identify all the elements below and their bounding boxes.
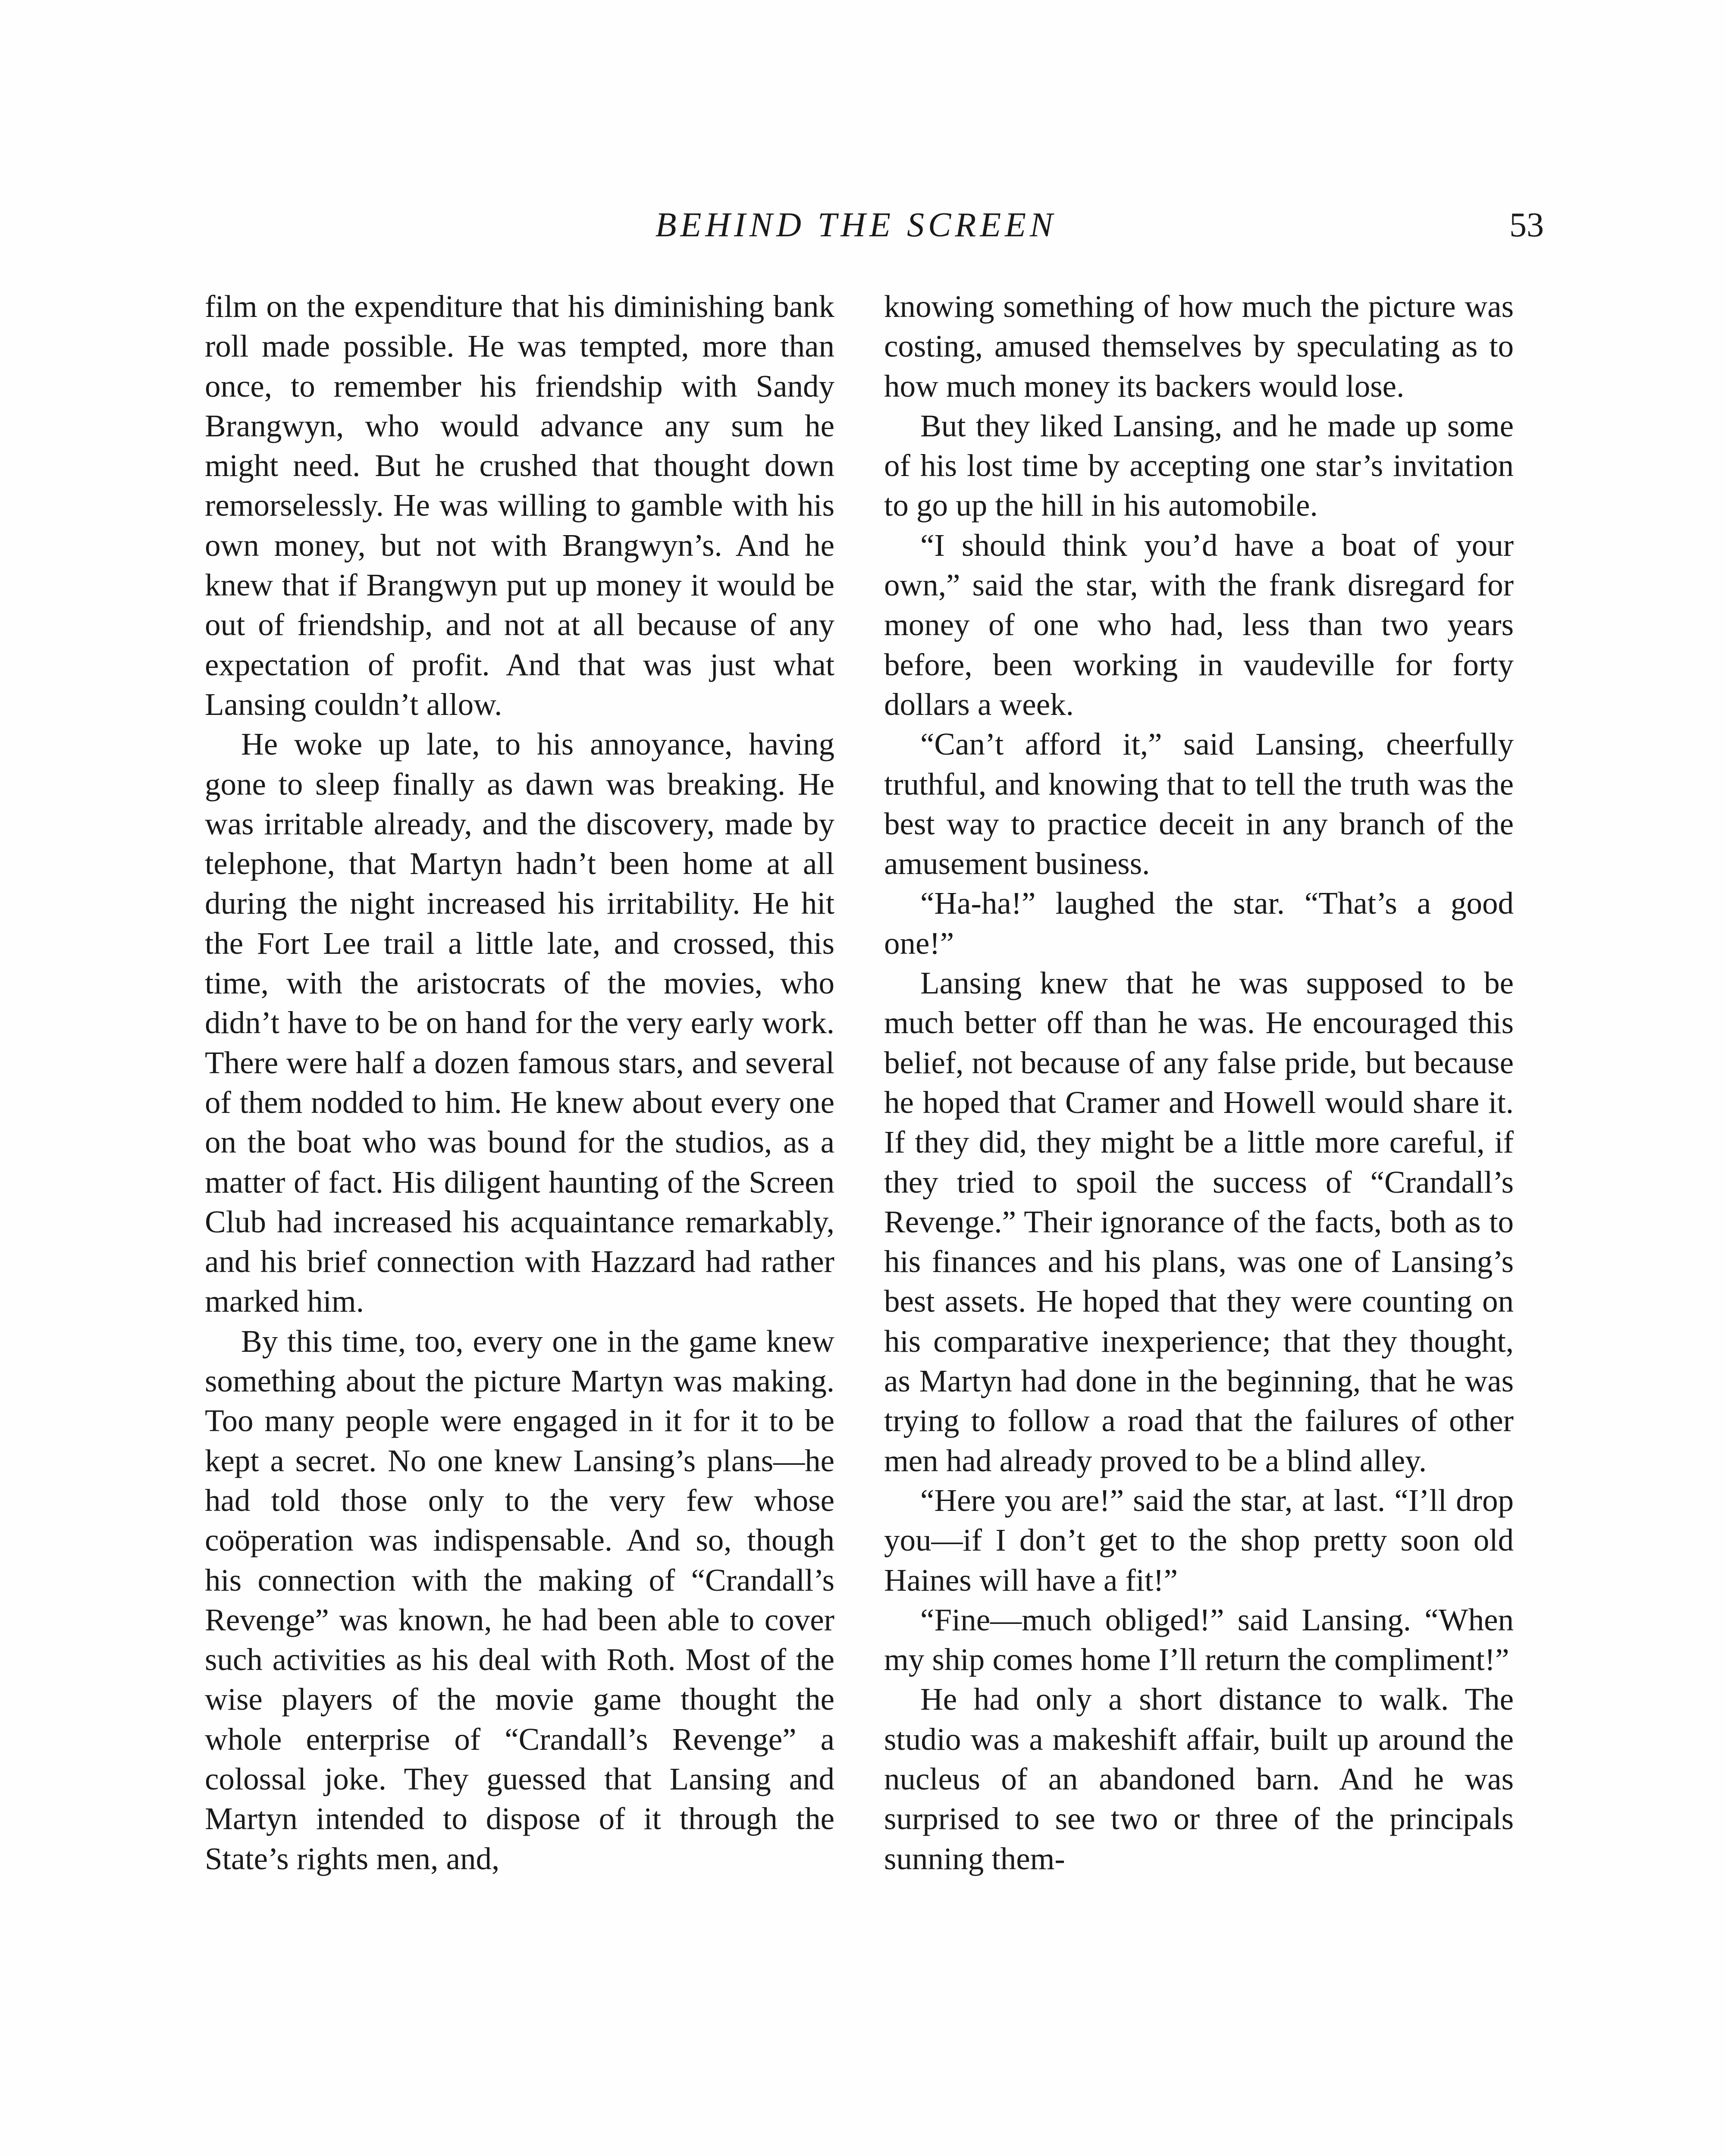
paragraph: “Ha-ha!” laughed the star. “That’s a good one!” — [884, 886, 1514, 961]
paragraph: knowing something of how much the picture was costing, amused themselves by speculating as to how much money its backers would lose. — [884, 289, 1514, 404]
running-head — [0, 204, 1725, 247]
paragraph: He woke up late, to his annoyance, having gone to sleep finally as dawn was breaking. He was irritable already, and the discovery, made by telephone, that Martyn hadn’t been home at all during the night increased his irritability. He hit the Fort Lee trail a little late, and crossed, this time, with the aristocrats of the movies, who didn’t have to be on hand for the very early work. There were half a dozen famous stars, and several of them nodded to him. He knew about every one on the boat who was bound for the studios, as a matter of fact. His diligent haunting of the Screen Club had increased his acquaintance remarkably, and his brief connection with Hazzard had rather marked him. — [205, 727, 834, 1319]
paragraph: “I should think you’d have a boat of your own,” said the star, with the frank disregard for money of one who had, less than two years before, been working in vaudeville for forty dollars a week. — [884, 527, 1514, 722]
page-number: 53 — [1509, 206, 1544, 244]
paragraph: film on the expenditure that his diminishing bank roll made possible. He was tempted, more than once, to remember his friendship with Sandy Brangwyn, who would advance any sum he might need. But he crushed that thought down remorselessly. He was willing to gamble with his own money, but not with Brangwyn’s. And he knew that if Brangwyn put up money it would be out of friendship, and not at all because of any expectation of profit. And that was just what Lansing couldn’t allow. — [205, 289, 834, 722]
paragraph: Lansing knew that he was supposed to be much better off than he was. He encouraged this belief, not because of any false pride, but because he hoped that Cramer and Howell would share it. If they did, they might be a little more careful, if they tried to spoil the success of “Crandall’s Revenge.” Their ignorance of the facts, both as to his finances and his plans, was one of Lansing’s best assets. He hoped that they were counting on his comparative inexperience; that they thought, as Martyn had done in the beginning, that he was trying to follow a road that the failures of other men had already proved to be a blind alley. — [884, 965, 1514, 1478]
left-column — [205, 287, 834, 1879]
paragraph: “Can’t afford it,” said Lansing, cheerfully truthful, and knowing that to tell the truth was the best way to practice deceit in any branch of the amusement business. — [884, 727, 1514, 881]
paragraph: “Here you are!” said the star, at last. “I’ll drop you—if I don’t get to the shop pretty soon old Haines will have a fit!” — [884, 1482, 1514, 1598]
running-title: BEHIND THE SCREEN — [655, 206, 1057, 244]
paragraph: He had only a short distance to walk. The studio was a makeshift affair, built up around the nucleus of an abandoned barn. And he was surprised to see two or three of the principals sunning them- — [884, 1682, 1514, 1876]
paragraph: By this time, too, every one in the game knew something about the picture Martyn was making. Too many people were engaged in it for it to be kept a secret. No one knew Lansing’s plans—he had told those only to the very few whose coöperation was indispensable. And so, though his connection with the making of “Crandall’s Revenge” was known, he had been able to cover such activities as his deal with Roth. Most of the wise players of the movie game thought the whole enterprise of “Crandall’s Revenge” a colossal joke. They guessed that Lansing and Martyn intended to dispose of it through the State’s rights men, and, — [205, 1323, 834, 1876]
right-column — [884, 287, 1514, 1879]
paragraph: But they liked Lansing, and he made up some of his lost time by accepting one star’s invitation to go up the hill in his automobile. — [884, 408, 1514, 523]
paragraph: “Fine—much obliged!” said Lansing. “When my ship comes home I’ll return the compliment!” — [884, 1602, 1514, 1677]
